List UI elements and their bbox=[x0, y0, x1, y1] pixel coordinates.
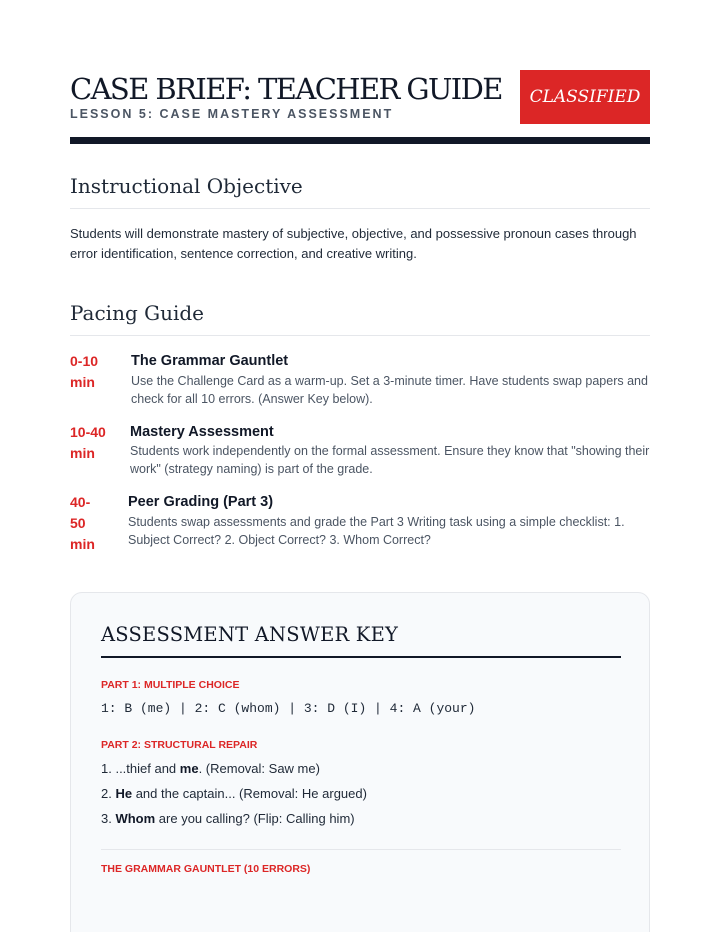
answer-emphasis: Whom bbox=[115, 811, 156, 826]
answer-text: 1. ...thief and bbox=[101, 761, 180, 776]
pacing-heading: Pacing Guide bbox=[70, 301, 650, 336]
answer-text: 3. bbox=[101, 811, 116, 826]
pacing-time-line: min bbox=[70, 445, 95, 461]
answer-text: and the captain... (Removal: He argued) bbox=[132, 786, 367, 801]
part1-answers: 1: B (me) | 2: C (whom) | 3: D (I) | 4: A (your) bbox=[101, 701, 476, 716]
classified-stamp: CLASSIFIED bbox=[520, 70, 650, 124]
pacing-item-description: Use the Challenge Card as a warm-up. Set a 3-minute timer. Have students swap papers and check for all 10 errors. (Answer Key below). bbox=[131, 374, 648, 406]
answer-emphasis: He bbox=[115, 786, 133, 801]
pacing-time-line: min bbox=[70, 374, 95, 390]
pacing-time bbox=[70, 351, 98, 393]
pacing-time bbox=[70, 422, 106, 464]
answer-emphasis: me bbox=[179, 761, 199, 776]
gauntlet-label: THE GRAMMAR GAUNTLET (10 ERRORS) bbox=[101, 863, 311, 875]
pacing-time-line: 50 bbox=[70, 515, 86, 531]
header-divider bbox=[70, 137, 650, 144]
pacing-item-description: Students swap assessments and grade the Part 3 Writing task using a simple checklist: 1. Subject Correct? 2. Object Correct? 3. Whom Correct? bbox=[128, 515, 625, 547]
pacing-item-description: Students work independently on the formal assessment. Ensure they know that "showing their work" (strategy naming) is part of the grade. bbox=[130, 444, 650, 476]
pacing-item-title: Peer Grading (Part 3) bbox=[128, 494, 274, 510]
part1-label: PART 1: MULTIPLE CHOICE bbox=[101, 679, 240, 691]
pacing-time-line: 0-10 bbox=[70, 353, 99, 369]
pacing-time-line: min bbox=[70, 536, 95, 552]
document-title: CASE BRIEF: TEACHER GUIDE bbox=[70, 72, 502, 106]
pacing-item-title: The Grammar Gauntlet bbox=[131, 353, 289, 369]
answer-text: are you calling? (Flip: Calling him) bbox=[155, 811, 355, 826]
document-subtitle: LESSON 5: CASE MASTERY ASSESSMENT bbox=[70, 107, 394, 121]
answer-text: 2. bbox=[101, 786, 116, 801]
answer-key-title: ASSESSMENT ANSWER KEY bbox=[101, 623, 621, 658]
document-header bbox=[70, 70, 650, 121]
part2-label: PART 2: STRUCTURAL REPAIR bbox=[101, 739, 258, 751]
objective-heading: Instructional Objective bbox=[70, 174, 650, 209]
part2-answer-1 bbox=[101, 761, 320, 776]
section-divider bbox=[101, 849, 621, 850]
pacing-time-line: 40- bbox=[70, 494, 91, 510]
part2-answer-3 bbox=[101, 811, 355, 826]
pacing-item-title: Mastery Assessment bbox=[130, 424, 274, 440]
pacing-time bbox=[70, 492, 95, 555]
answer-key-card bbox=[70, 592, 650, 932]
part2-answer-2 bbox=[101, 786, 367, 801]
objective-text: Students will demonstrate mastery of subjective, objective, and possessive pronoun cases through error identification, sentence correction, and creative writing. bbox=[70, 226, 637, 261]
pacing-time-line: 10-40 bbox=[70, 424, 106, 440]
answer-text: . (Removal: Saw me) bbox=[198, 761, 320, 776]
